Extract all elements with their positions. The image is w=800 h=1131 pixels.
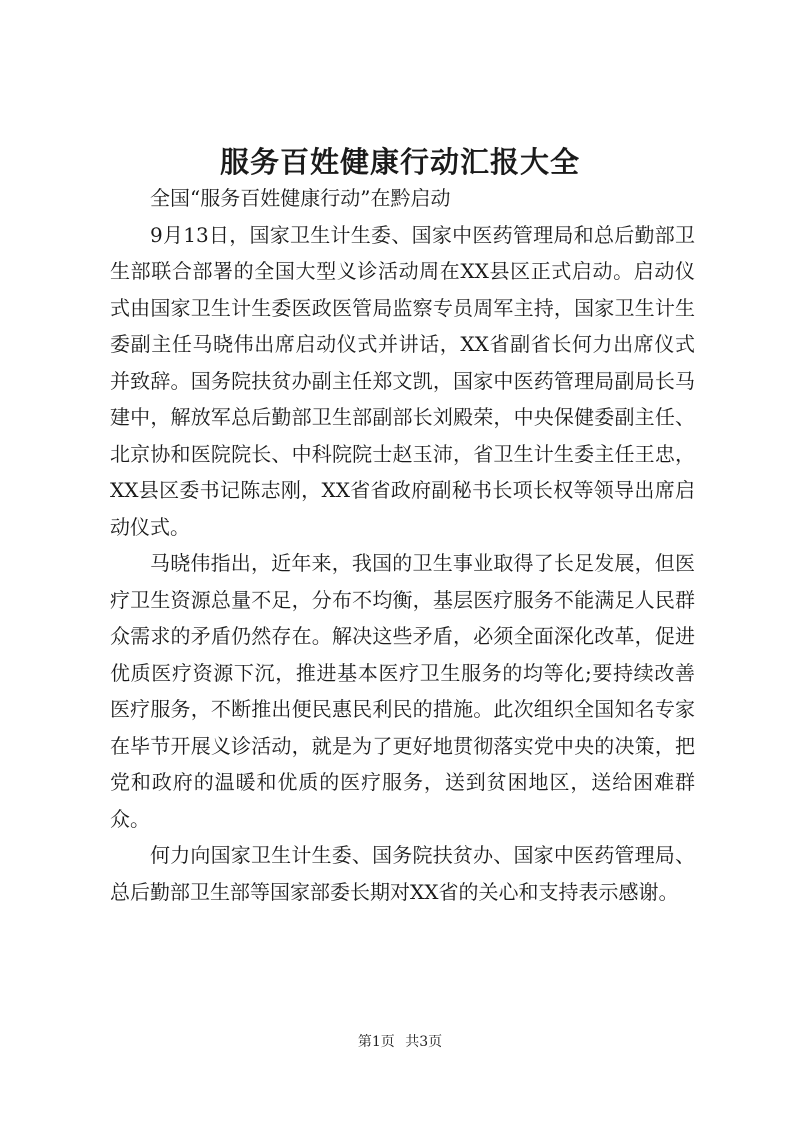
body-paragraph: 何力向国家卫生计生委、国务院扶贫办、国家中医药管理局、总后勤部卫生部等国家部委长期对XX省的关心和支持表示感谢。 bbox=[110, 843, 695, 904]
page-footer bbox=[0, 1032, 800, 1052]
subtitle-paragraph: 全国“服务百姓健康行动”在黔启动 bbox=[150, 186, 451, 210]
document-title: 服务百姓健康行动汇报大全 bbox=[219, 145, 580, 179]
page-total: 共3页 bbox=[405, 1034, 443, 1050]
page-number: 第1页 bbox=[357, 1034, 395, 1050]
body-paragraph: 马晓伟指出，近年来，我国的卫生事业取得了长足发展，但医疗卫生资源总量不足，分布不均衡，基层医疗服务不能满足人民群众需求的矛盾仍然存在。解决这些矛盾，必须全面深化改革，促进优质医疗资源下沉，推进基本医疗卫生服务的均等化;要持续改善医疗服务，不断推出便民惠民利民的措施。此次组织全国知名专家在毕节开展义诊活动，就是为了更好地贯彻落实党中央的决策，把党和政府的温暖和优质的医疗服务，送到贫困地区，送给困难群众。 bbox=[110, 551, 695, 831]
body-paragraph: 9月13日，国家卫生计生委、国家中医药管理局和总后勤部卫生部联合部署的全国大型义诊活动周在XX县区正式启动。启动仪式由国家卫生计生委医政医管局监察专员周军主持，国家卫生计生委副主任马晓伟出席启动仪式并讲话，XX省副省长何力出席仪式并致辞。国务院扶贫办副主任郑文凯，国家中医药管理局副局长马建中，解放军总后勤部卫生部副部长刘殿荣，中央保健委副主任、北京协和医院院长、中科院院士赵玉沛，省卫生计生委主任王忠，XX县区委书记陈志刚，XX省省政府副秘书长项长权等领导出席启动仪式。 bbox=[110, 222, 695, 539]
document-body bbox=[110, 180, 695, 910]
